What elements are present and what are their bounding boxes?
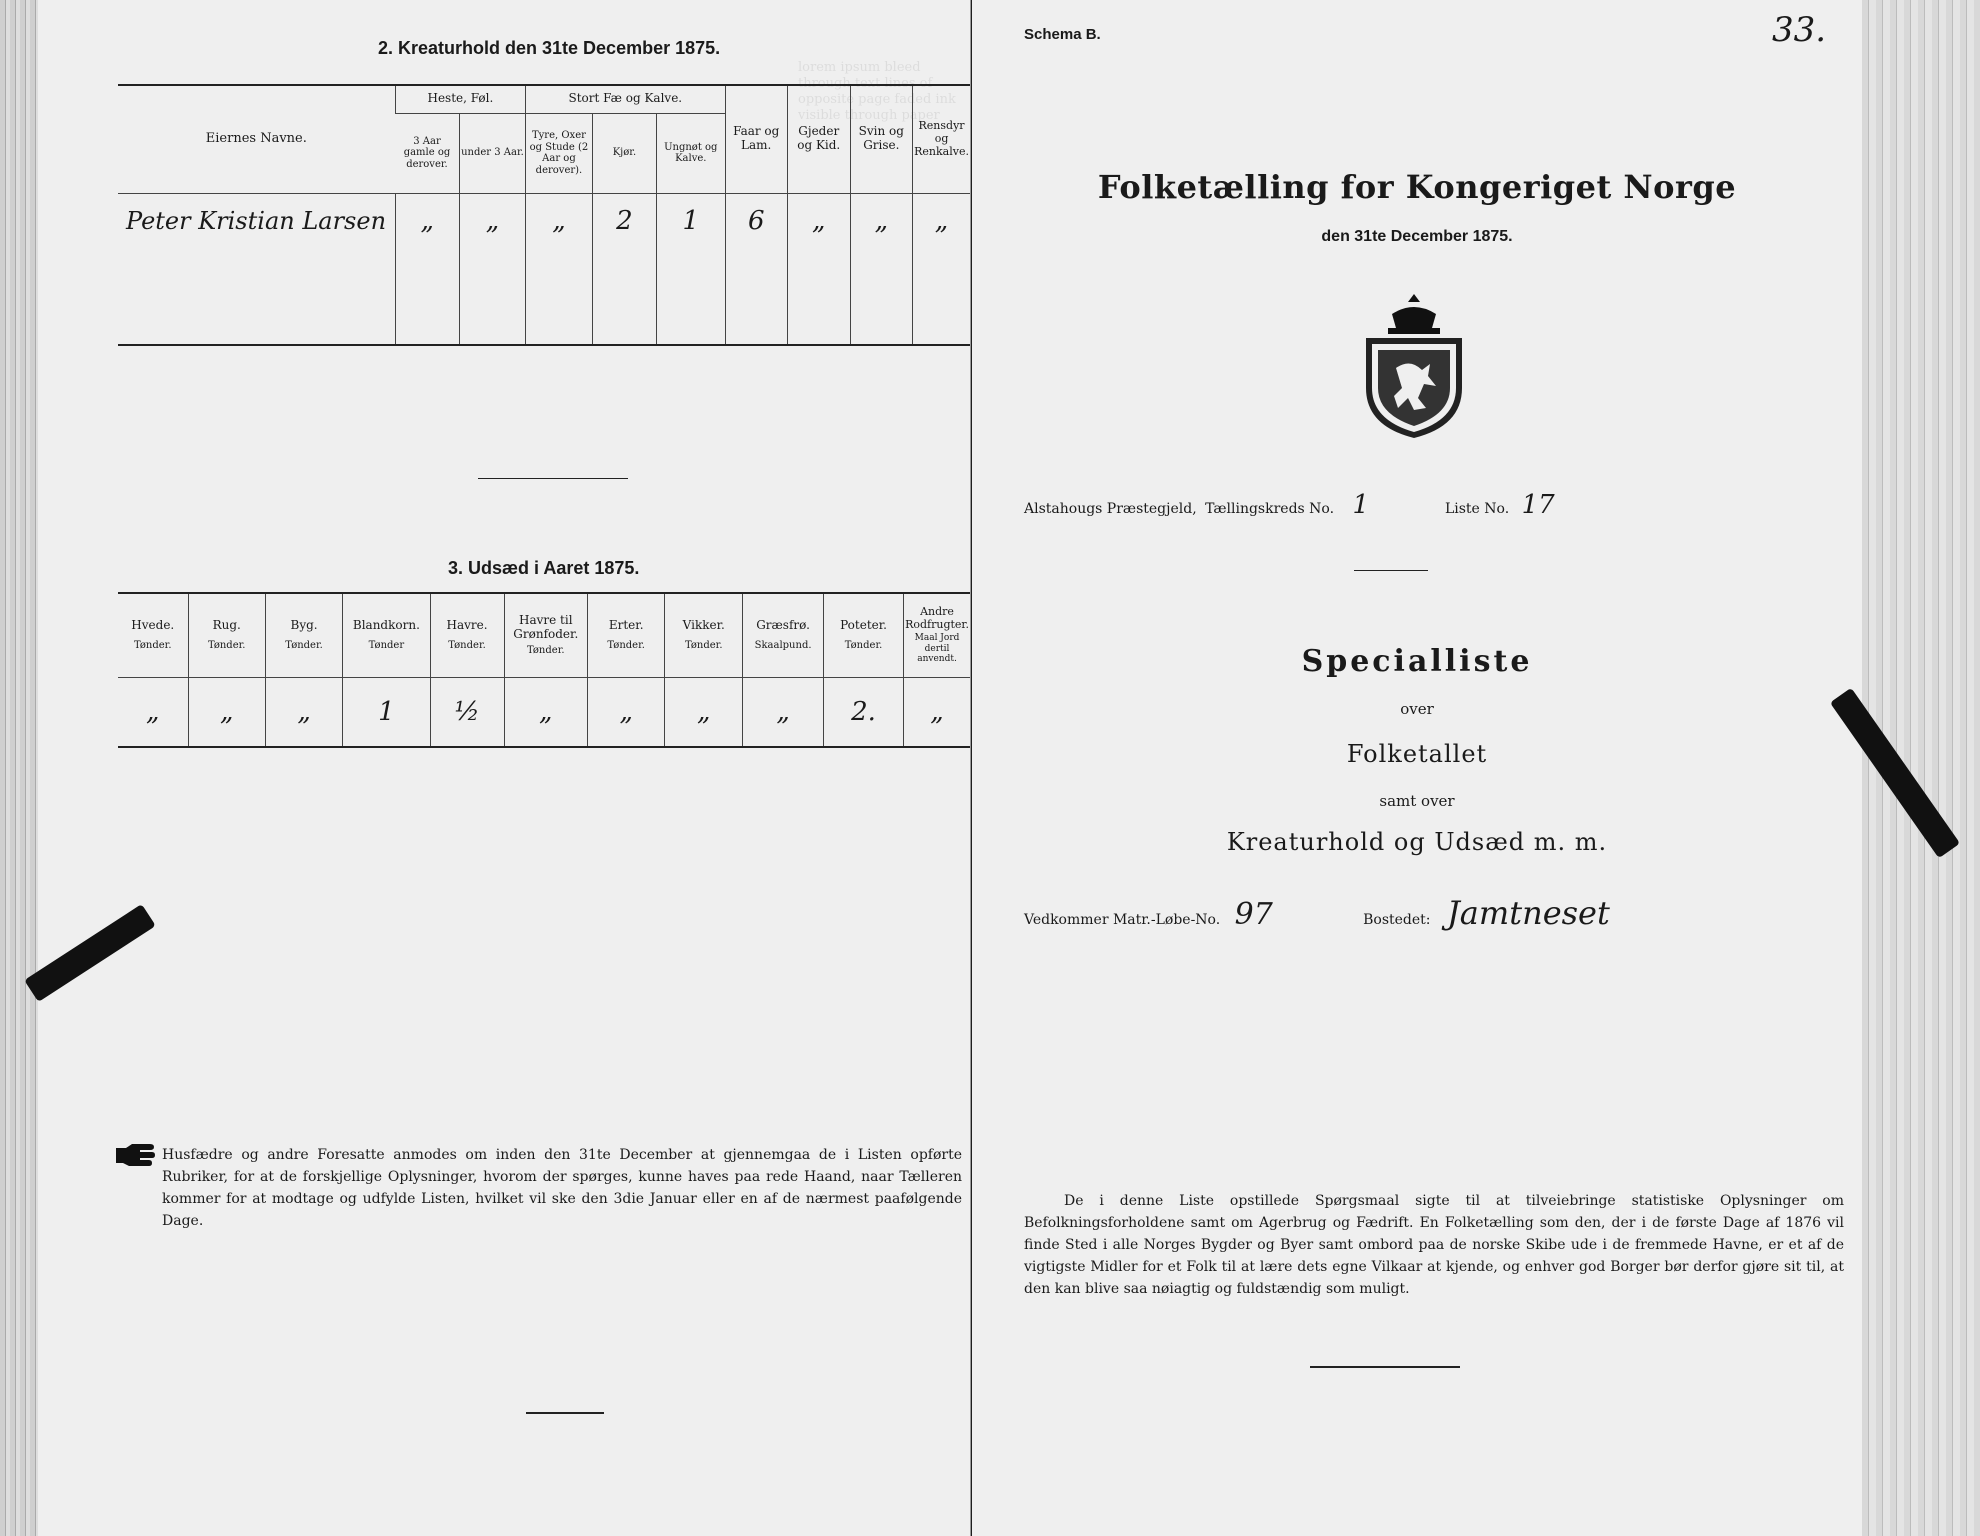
page-title: Folketælling for Kongeriget Norge [1097, 168, 1737, 206]
owner-name: Peter Kristian Larsen [126, 207, 387, 236]
col-poteter: Poteter. Tønder. [824, 593, 904, 677]
value-cell: „ [526, 193, 593, 249]
value-cell: 2. [824, 677, 904, 747]
bleed-through-text: lorem ipsum bleed through text lines of opposite page faded ink visible through paper [798, 60, 956, 123]
value-cell: „ [913, 193, 970, 249]
divider [478, 478, 628, 479]
value-cell: „ [850, 193, 913, 249]
norwegian-coat-of-arms-icon [1352, 292, 1476, 440]
kreaturhold-table [118, 84, 970, 346]
table-row [118, 297, 970, 321]
folketallet-label: Folketallet [1346, 740, 1488, 768]
udsaed-table [118, 592, 970, 748]
col-kjor: Kjør. [592, 113, 656, 193]
owner-header: Eiernes Navne. [118, 85, 395, 193]
value-cell: 1 [343, 677, 430, 747]
col-hvede: Hvede. Tønder. [118, 593, 188, 677]
value-cell: „ [787, 193, 850, 249]
col-erter: Erter. Tønder. [588, 593, 665, 677]
col-byg: Byg. Tønder. [265, 593, 342, 677]
col-gjeder: Gjeder og Kid. [787, 85, 850, 193]
page-edge-strips-left [0, 0, 38, 1536]
matr-value: 97 [1234, 897, 1273, 932]
kreaturhold-label: Kreaturhold og Udsæd m. m. [1226, 828, 1608, 856]
left-page [38, 0, 971, 1536]
value-cell: „ [395, 193, 459, 249]
over-label: over [1400, 700, 1434, 718]
value-cell: 1 [657, 193, 725, 249]
matr-label: Vedkommer Matr.-Løbe-No. [1024, 912, 1221, 928]
bosted-value: Jamtneset [1446, 894, 1610, 932]
district-line [1024, 490, 1555, 520]
table-row [118, 677, 970, 747]
divider [1310, 1366, 1460, 1368]
value-cell: 2 [592, 193, 656, 249]
value-cell: ½ [430, 677, 504, 747]
table-row [118, 249, 970, 273]
col-svin: Svin og Grise. [850, 85, 913, 193]
col-vikker: Vikker. Tønder. [665, 593, 743, 677]
col-havre-gronfoder: Havre til Grønfoder. Tønder. [504, 593, 587, 677]
col-heste-under: under 3 Aar. [459, 113, 525, 193]
value-cell: „ [904, 677, 970, 747]
samt-over-label: samt over [1379, 792, 1455, 810]
value-cell: „ [146, 696, 160, 727]
value-cell: 6 [725, 193, 787, 249]
kreds-value: 1 [1352, 490, 1370, 520]
value-cell: „ [743, 677, 824, 747]
value-cell: „ [265, 677, 342, 747]
heste-group-header: Heste, Føl. [395, 85, 525, 113]
col-rug: Rug. Tønder. [188, 593, 265, 677]
value-cell: „ [665, 677, 743, 747]
pointing-hand-icon [114, 1140, 158, 1168]
section3-title: 3. Udsæd i Aaret 1875. [448, 558, 640, 578]
value-cell: „ [188, 677, 265, 747]
col-havre: Havre. Tønder. [430, 593, 504, 677]
liste-label: Liste No. [1444, 501, 1510, 517]
divider [526, 1412, 604, 1414]
table-row [118, 321, 970, 345]
col-rensdyr: Rensdyr og Renkalve. [913, 85, 970, 193]
census-date: den 31te December 1875. [1321, 228, 1513, 245]
schema-label: Schema B. [1024, 26, 1101, 43]
notice-paragraph: Husfædre og andre Foresatte anmodes om inden den 31te December at gjennemgaa de i Listen opførte Rubriker, for at de forskjellige Oplysninger, hvorom der spørges, kunne haves paa rede Haand, naar Tælleren kommer for at modtage og udfylde Listen, hvilket vil ske den 3die Januar eller en af de nærmest paafølgende Dage. [162, 1147, 962, 1229]
col-tyre: Tyre, Oxer og Stude (2 Aar og derover). [526, 113, 593, 193]
value-cell: „ [459, 193, 525, 249]
col-faar: Faar og Lam. [725, 85, 787, 193]
stort-group-header: Stort Fæ og Kalve. [526, 85, 725, 113]
liste-value: 17 [1521, 490, 1555, 520]
table-row [118, 193, 970, 249]
value-cell: „ [588, 677, 665, 747]
right-page [972, 0, 1862, 1536]
col-heste-3aar: 3 Aar gamle og derover. [395, 113, 459, 193]
col-ungnot: Ungnøt og Kalve. [657, 113, 725, 193]
col-andre-rodfrugter: Andre Rodfrugter. Maal Jord dertil anvendt. [904, 593, 970, 677]
value-cell: „ [504, 677, 587, 747]
page-number: 33. [1772, 10, 1827, 50]
table-row [118, 273, 970, 297]
col-blandkorn: Blandkorn. Tønder [343, 593, 430, 677]
purpose-paragraph: De i denne Liste opstillede Spørgsmaal sigte til at tilveiebringe statistiske Oplysninger om Befolkningsforholdene samt om Agerbrug og Fædrift. En Folketælling som den, der i de første Dage af 1876 vil finde Sted i alle Norges Bygder og Byer samt ombord paa de norske Skibe ude i de fremmede Havne, er et af de vigtigste Midler for et Folk til at lære dets egne Vilkaar at kjende, og enhver god Borger bør derfor gjøre sit til, at den kan blive saa nøiagtig og fuldstændig som muligt. [1024, 1193, 1844, 1297]
bosted-label: Bostedet: [1363, 912, 1431, 928]
col-graesfro: Græsfrø. Skaalpund. [743, 593, 824, 677]
kreds-label: Tællingskreds No. [1205, 501, 1335, 517]
matr-line [1024, 894, 1610, 932]
prestegjeld-label: Alstahougs Præstegjeld, [1024, 501, 1197, 517]
section2-title: 2. Kreaturhold den 31te December 1875. [378, 38, 721, 58]
divider [1354, 570, 1428, 571]
specialliste-heading: Specialliste [1301, 644, 1533, 679]
